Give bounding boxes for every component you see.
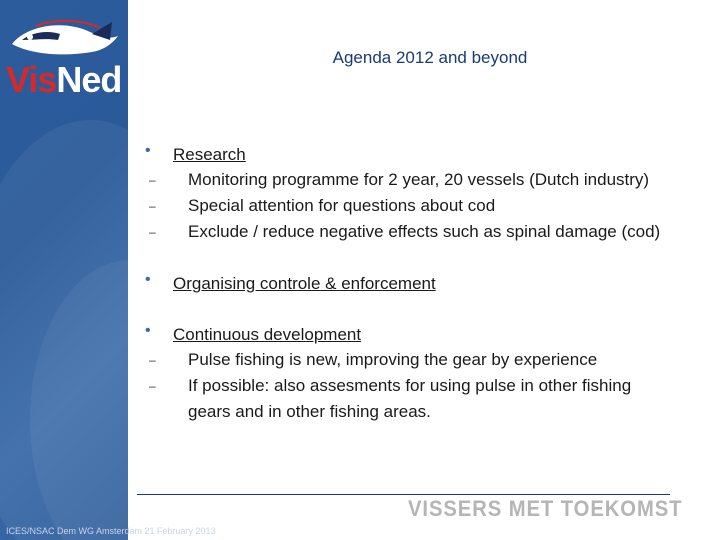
bullet-dot: •	[145, 271, 151, 288]
logo-ned: Ned	[56, 59, 122, 100]
footer-note: ICES/NSAC Dem WG Amsterdam 21 February 2013	[6, 526, 216, 536]
bullet-dot: •	[145, 322, 151, 339]
sub-dash: –	[149, 199, 156, 213]
sub-dash: –	[149, 225, 156, 239]
sub-dash: –	[149, 173, 156, 187]
sub-dash: –	[149, 353, 156, 367]
slide-title: Agenda 2012 and beyond	[332, 48, 528, 67]
logo-vis: Vis	[6, 59, 57, 100]
bullet-heading-research: Research	[173, 145, 246, 164]
sub-dash: –	[149, 379, 156, 393]
sub-item: If possible: also assesments for using pulse in other fishing	[188, 376, 632, 395]
fish-logo-icon	[8, 10, 126, 62]
sub-item-continuation: gears and in other fishing areas.	[188, 402, 431, 421]
bullet-dot: •	[145, 142, 151, 159]
bullet-heading-development: Continuous development	[173, 325, 362, 344]
sidebar-panel	[0, 0, 128, 540]
visned-logo	[6, 58, 121, 102]
footer-divider	[137, 494, 670, 495]
sub-item: Special attention for questions about cod	[188, 196, 496, 215]
footer-brand: VISSERS MET TOEKOMST	[408, 496, 683, 521]
sub-item: Monitoring programme for 2 year, 20 vessels (Dutch industry)	[188, 170, 650, 189]
sub-item: Exclude / reduce negative effects such as spinal damage (cod)	[188, 222, 661, 241]
sub-item: Pulse fishing is new, improving the gear by experience	[188, 350, 598, 369]
bullet-heading-enforcement: Organising controle & enforcement	[173, 274, 436, 293]
